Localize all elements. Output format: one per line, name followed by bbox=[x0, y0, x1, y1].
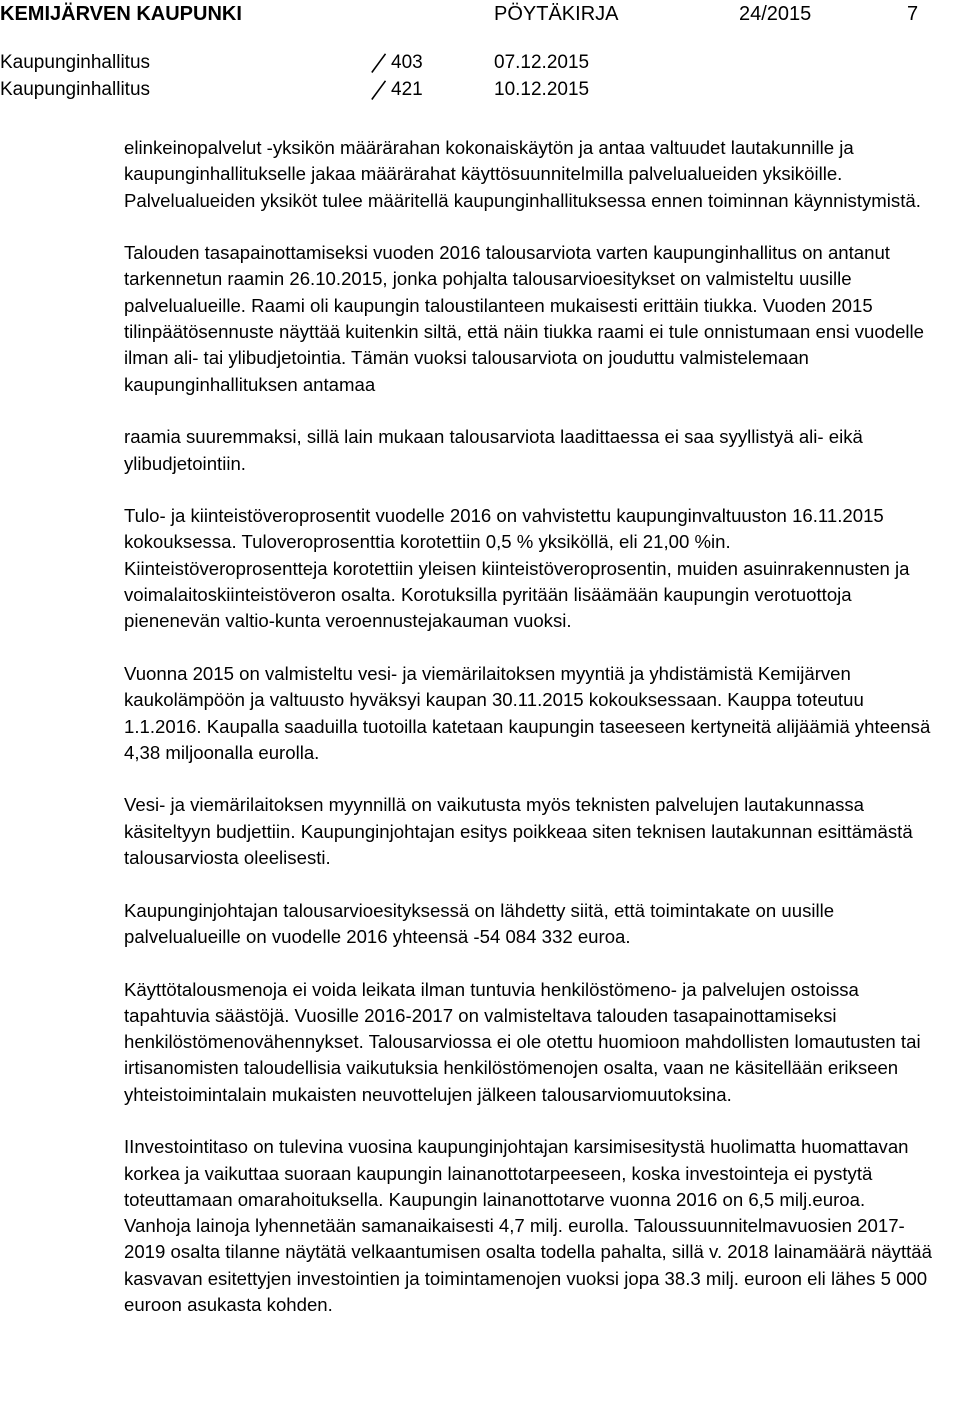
paragraph: raamia suuremmaksi, sillä lain mukaan talousarviota laadittaessa ei saa syyllistyä ali- eikä ylibudjetointiin. bbox=[124, 426, 863, 474]
paragraph: Vesi- ja viemärilaitoksen myynnillä on vaikutusta myös teknisten palvelujen lautakunnassa käsiteltyyn budjettiin. Kaupunginjohtajan esitys poikkeaa siten teknisen lautakunnan esittämästä talousarviosta oleelisesti. bbox=[124, 794, 913, 869]
paragraph: Kaupunginjohtajan talousarvioesityksessä on lähdetty siitä, että toimintakate on uusille palvelualueille on vuodelle 2016 yhteensä -54 084 332 euroa. bbox=[124, 899, 835, 947]
meeting-body: Kaupunginhallitus bbox=[0, 79, 151, 100]
paragraph: Käyttötalousmenoja ei voida leikata ilman tuntuvia henkilöstömeno- ja palvelujen ostoissa tapahtuvia säästöjä. Vuosille 2016-2017 on valmisteltava talouden tasapainottamiseksi henkilöstömenovähennykset. Talousarviossa ei ole otettu huomioon mahdollisten lomautusten tai irtisanomisten taloudellisia vaikutuksia henkilöstömenojen osalta, vaan ne käsitellään erikseen yhteistoimintalain mukaisten neuvottelujen jälkeen talousarviomuutoksina. bbox=[124, 978, 921, 1105]
section-sign-icon bbox=[371, 53, 386, 73]
paragraph: Talouden tasapainottamiseksi vuoden 2016 talousarviota varten kaupunginhallitus on antanut tarkennetun raamin 26.10.2015, jonka pohjalta talousarvioesitykset on valmisteltu uusille palvelualueille. Raami oli kaupungin taloustilanteen mukaisesti erittäin tiukka. Vuoden 2015 tilinpäätösennuste näyttää kuitenkin siltä, että näin tiukka raami ei tule onnistumaan ensi vuodelle ilman ali- tai ylibudjetointia. Tämän vuoksi talousarviota on jouduttu valmistelemaan kaupunginhallituksen antamaa bbox=[124, 242, 925, 395]
paragraph: IInvestointitaso on tulevina vuosina kaupunginjohtajan karsimisesitystä huolimatta huomattavan korkea ja vaikuttaa suoraan kaupungin lainanottotarpeeseen, koska investointeja ei pystytä toteuttamaan omarahoituksella. Kaupungin lainanottotarve vuonna 2016 on 6,5 milj.euroa. Vanhoja lainoja lyhennetään samanaikaisesti 4,7 milj. eurolla. Taloussuunnitelmavuosien 2017-2019 osalta tilanne näytätä velkaantumisen osalta todella pahalta, sillä v. 2018 lainamäärä näyttää kasvavan esitettyjen investointien ja toimintamenojen vuoksi jopa 38.3 milj. euroon eli lähes 5 000 euroon asukasta kohden. bbox=[124, 1136, 932, 1316]
meeting-date: 10.12.2015 bbox=[494, 79, 590, 100]
meeting-date: 07.12.2015 bbox=[494, 52, 590, 73]
meeting-body: Kaupunginhallitus bbox=[0, 52, 151, 73]
page-number: 7 bbox=[907, 3, 919, 25]
document-type: PÖYTÄKIRJA bbox=[494, 3, 619, 25]
organization-name: KEMIJÄRVEN KAUPUNKI bbox=[0, 3, 242, 25]
document-number: 24/2015 bbox=[739, 3, 812, 25]
section-number: 421 bbox=[391, 79, 423, 100]
section-number: 403 bbox=[391, 52, 423, 73]
paragraph: Tulo- ja kiinteistöveroprosentit vuodelle 2016 on vahvistettu kaupunginvaltuuston 16.11.2015 kokouksessa. Tuloveroprosenttia korotettiin 0,5 % yksiköllä, eli 21,00 %in. Kiinteistöveroprosentteja korotettiin yleisen kiinteistöveroprosentin, muiden asuinrakennusten ja voimalaitoskiinteistöveron osalta. Korotuksilla pyritään lisäämään kaupungin verotuottoja pienenevän valtio-kunta veroennustejakauman vuoksi. bbox=[124, 505, 910, 632]
paragraph: Vuonna 2015 on valmisteltu vesi- ja viemärilaitoksen myyntiä ja yhdistämistä Kemijärven kaukolämpöön ja valtuusto hyväksyi kaupan 30.11.2015 kokouksessaan. Kauppa toteutuu 1.1.2016. Kaupalla saaduilla tuotoilla katetaan kaupungin taseeseen kertyneitä alijäämiä yhteensä 4,38 miljoonalla eurolla. bbox=[124, 662, 931, 763]
paragraph: elinkeinopalvelut -yksikön määrärahan kokonaiskäytön ja antaa valtuudet lautakunnille ja kaupunginhallitukselle jakaa määrärahat käyttösuunnitelmilla palvelualueiden yksiköille. Palvelualueiden yksiköt tulee määritellä kaupunginhallituksessa ennen toiminnan käynnistymistä. bbox=[124, 137, 921, 211]
section-sign-icon bbox=[371, 80, 386, 100]
document-body bbox=[124, 135, 934, 1345]
